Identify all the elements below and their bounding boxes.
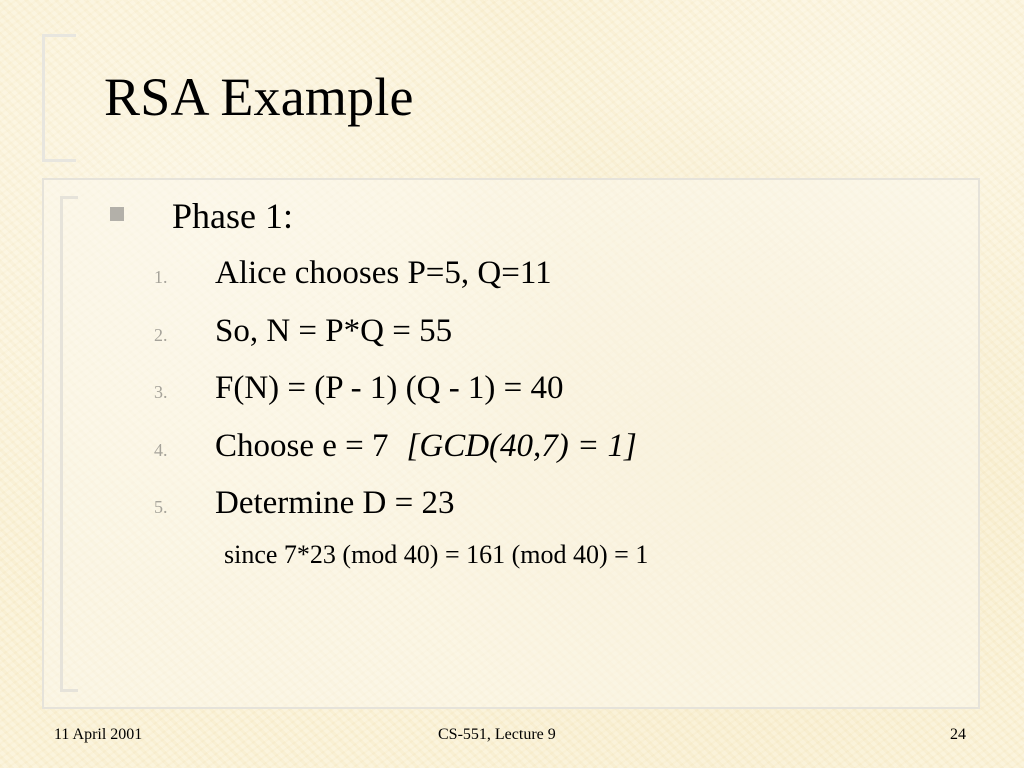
item-number: 1. <box>154 267 168 287</box>
item-text: F(N) = (P - 1) (Q - 1) = 40 <box>215 370 564 406</box>
title-frame-accent <box>42 34 76 162</box>
footer-date: 11 April 2001 <box>54 726 143 743</box>
item-text: Alice chooses P=5, Q=11 <box>215 255 552 291</box>
item-number: 2. <box>154 325 168 345</box>
bullet-text: Phase 1: <box>172 196 293 236</box>
explanation-line: since 7*23 (mod 40) = 161 (mod 40) = 1 <box>224 540 649 569</box>
item-text: So, N = P*Q = 55 <box>215 313 453 349</box>
item-number: 4. <box>154 440 168 460</box>
item-number: 5. <box>154 497 168 517</box>
content-frame-accent <box>60 196 78 692</box>
slide-title: RSA Example <box>104 67 414 127</box>
item-text: Choose e = 7 [GCD(40,7) = 1] <box>215 428 637 464</box>
item-number: 3. <box>154 382 168 402</box>
footer-page-number: 24 <box>950 726 966 743</box>
square-bullet-icon <box>110 207 124 221</box>
footer-course: CS-551, Lecture 9 <box>438 726 556 743</box>
gcd-note: [GCD(40,7) = 1] <box>406 428 637 464</box>
item-text: Determine D = 23 <box>215 485 455 521</box>
